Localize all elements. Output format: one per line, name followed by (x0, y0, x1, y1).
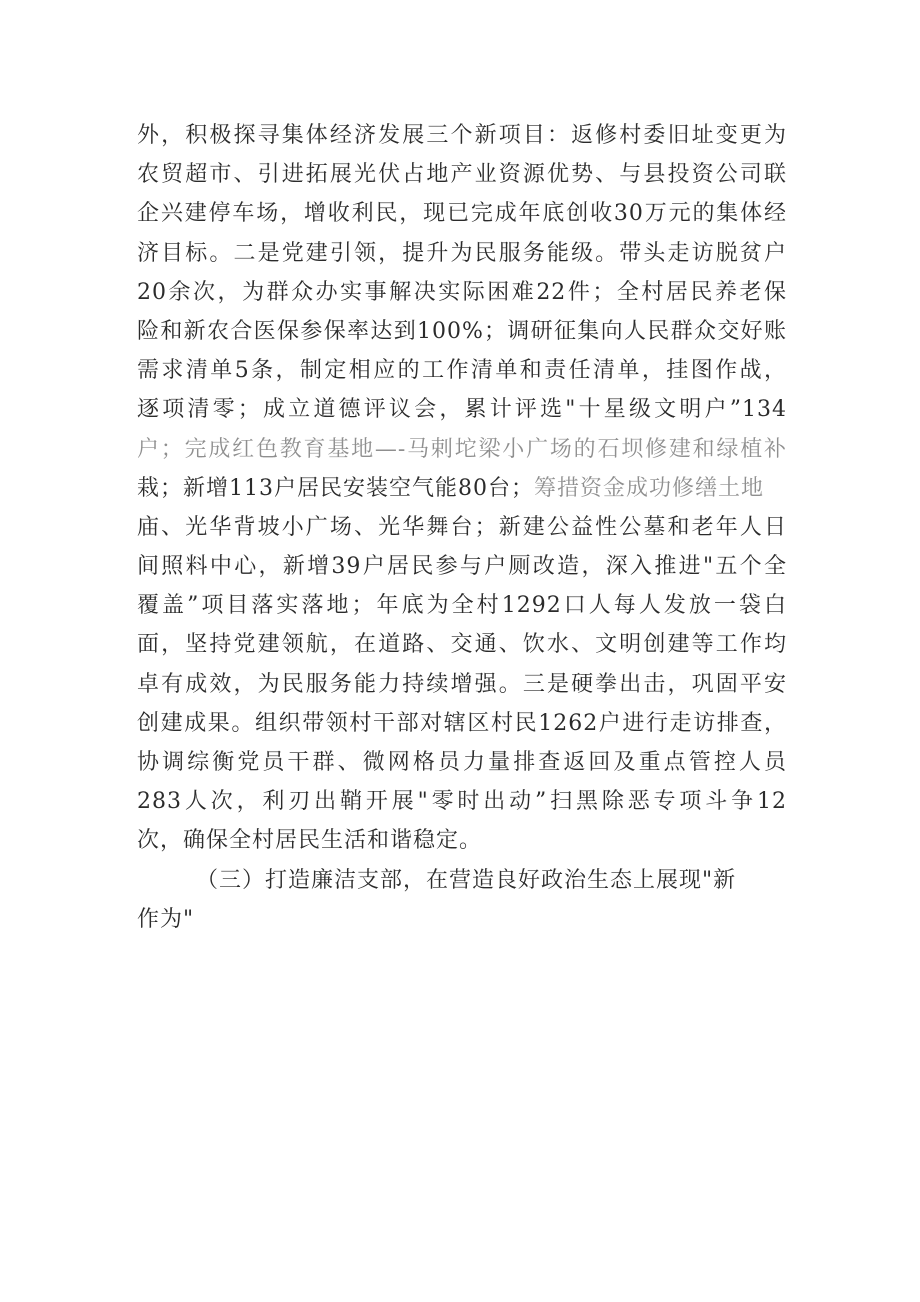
paragraph-line: 20余次，为群众办实事解决实际困难22件；全村居民养老保 (137, 279, 787, 305)
paragraph-line: 企兴建停车场，增收利民，现已完成年底创收30万元的集体经 (137, 201, 787, 227)
paragraph-line: 需求清单5条，制定相应的工作清单和责任清单，挂图作战， (137, 358, 787, 384)
paragraph-line: 庙、光华背坡小广场、光华舞台；新建公益性公墓和老年人日 (137, 514, 787, 540)
paragraph-line: 逐项清零；成立道德评议会，累计评选"十星级文明户”134 (137, 397, 787, 423)
paragraph-line: 协调综衡党员干群、微网格员力量排查返回及重点管控人员 (137, 750, 787, 775)
paragraph-line-segment: 栽；新增113户居民安装空气能80台； (137, 475, 534, 501)
paragraph-line: 农贸超市、引进拓展光伏占地产业资源优势、与县投资公司联 (137, 162, 787, 188)
paragraph-line: 户；完成红色教育基地—-马剌坨梁小广场的石坝修建和绿植补 (137, 436, 787, 462)
body-text (137, 116, 787, 939)
paragraph-line: 创建成果。组织带领村干部对辖区村民1262户进行走访排查， (137, 710, 787, 736)
paragraph-line: 济目标。二是党建引领，提升为民服务能级。带头走访脱贫户 (137, 240, 787, 266)
paragraph-line (137, 469, 787, 508)
section-subheading-continuation: 作为" (137, 906, 195, 932)
paragraph-line: 外，积极探寻集体经济发展三个新项目：返修村委旧址变更为 (137, 123, 787, 148)
paragraph-line-segment-faint: 筹措资金成功修缮土地 (534, 475, 765, 501)
section-subheading: （三）打造廉洁支部，在营造良好政治生态上展现"新 (196, 867, 737, 893)
paragraph-line: 283人次，利刃出鞘开展"零时出动”扫黑除恶专项斗争12 (137, 789, 787, 815)
paragraph-line: 次，确保全村居民生活和谐稳定。 (137, 828, 483, 854)
paragraph-line: 覆盖”项目落实落地；年底为全村1292口人每人发放一袋白 (137, 593, 787, 619)
paragraph-line: 卓有成效，为民服务能力持续增强。三是硬拳出击，巩固平安 (137, 671, 787, 697)
paragraph-line: 间照料中心，新增39户居民参与户厕改造，深入推进"五个全 (137, 554, 787, 580)
paragraph-line: 面，坚持党建领航，在道路、交通、饮水、文明创建等工作均 (137, 632, 787, 658)
paragraph-line: 险和新农合医保参保率达到100%；调研征集向人民群众交好账 (137, 318, 787, 344)
